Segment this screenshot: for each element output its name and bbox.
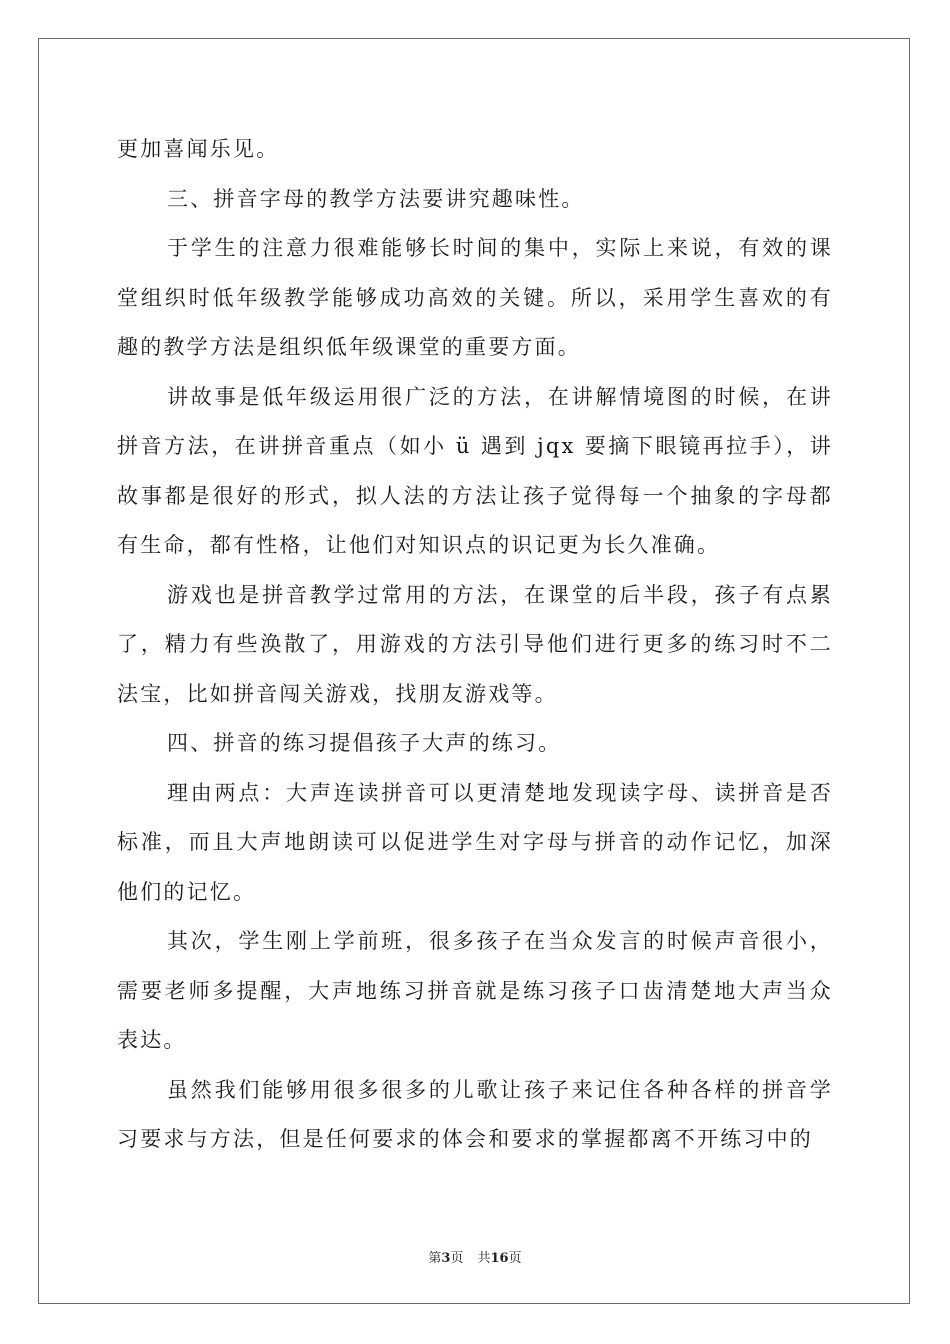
paragraph-8: 其次，学生刚上学前班，很多孩子在当众发言的时候声音很小，需要老师多提醒，大声地练习拼音就是练习孩子口齿清楚地大声当众表达。 (117, 929, 833, 1052)
total-pages: 16 (490, 1251, 509, 1266)
total-prefix: 共 (477, 1251, 491, 1266)
page-number: 3 (441, 1251, 451, 1266)
page-footer (0, 1247, 950, 1266)
document-body (117, 125, 833, 1165)
page-prefix: 第 (428, 1251, 442, 1266)
paragraph-4: 讲故事是低年级运用很广泛的方法，在讲解情境图的时候，在讲拼音方法，在讲拼音重点（如小 ü 遇到 jqx 要摘下眼镜再拉手），讲故事都是很好的形式，拟人法的方法让孩子觉得每一个抽象的字母都有生命，都有性格，让他们对知识点的识记更为长久准确。 (117, 384, 833, 557)
paragraph-5: 游戏也是拼音教学过常用的方法，在课堂的后半段，孩子有点累了，精力有些涣散了，用游戏的方法引导他们进行更多的练习时不二法宝，比如拼音闯关游戏，找朋友游戏等。 (117, 582, 833, 706)
paragraph-6-heading: 四、拼音的练习提倡孩子大声的练习。 (167, 731, 562, 755)
paragraph-7: 理由两点：大声连读拼音可以更清楚地发现读字母、读拼音是否标准，而且大声地朗读可以促进学生对字母与拼音的动作记忆，加深他们的记忆。 (117, 780, 833, 904)
page-suffix: 页 (450, 1251, 464, 1266)
paragraph-1: 更加喜闻乐见。 (117, 137, 280, 161)
paragraph-2-heading: 三、拼音字母的教学方法要讲究趣味性。 (167, 186, 585, 211)
paragraph-3: 于学生的注意力很难能够长时间的集中，实际上来说，有效的课堂组织时低年级教学能够成功高效的关键。所以，采用学生喜欢的有趣的教学方法是组织低年级课堂的重要方面。 (117, 236, 833, 359)
total-suffix: 页 (508, 1251, 522, 1266)
paragraph-9: 虽然我们能够用很多很多的儿歌让孩子来记住各种各样的拼音学习要求与方法，但是任何要求的体会和要求的掌握都离不开练习中的 (117, 1077, 833, 1151)
